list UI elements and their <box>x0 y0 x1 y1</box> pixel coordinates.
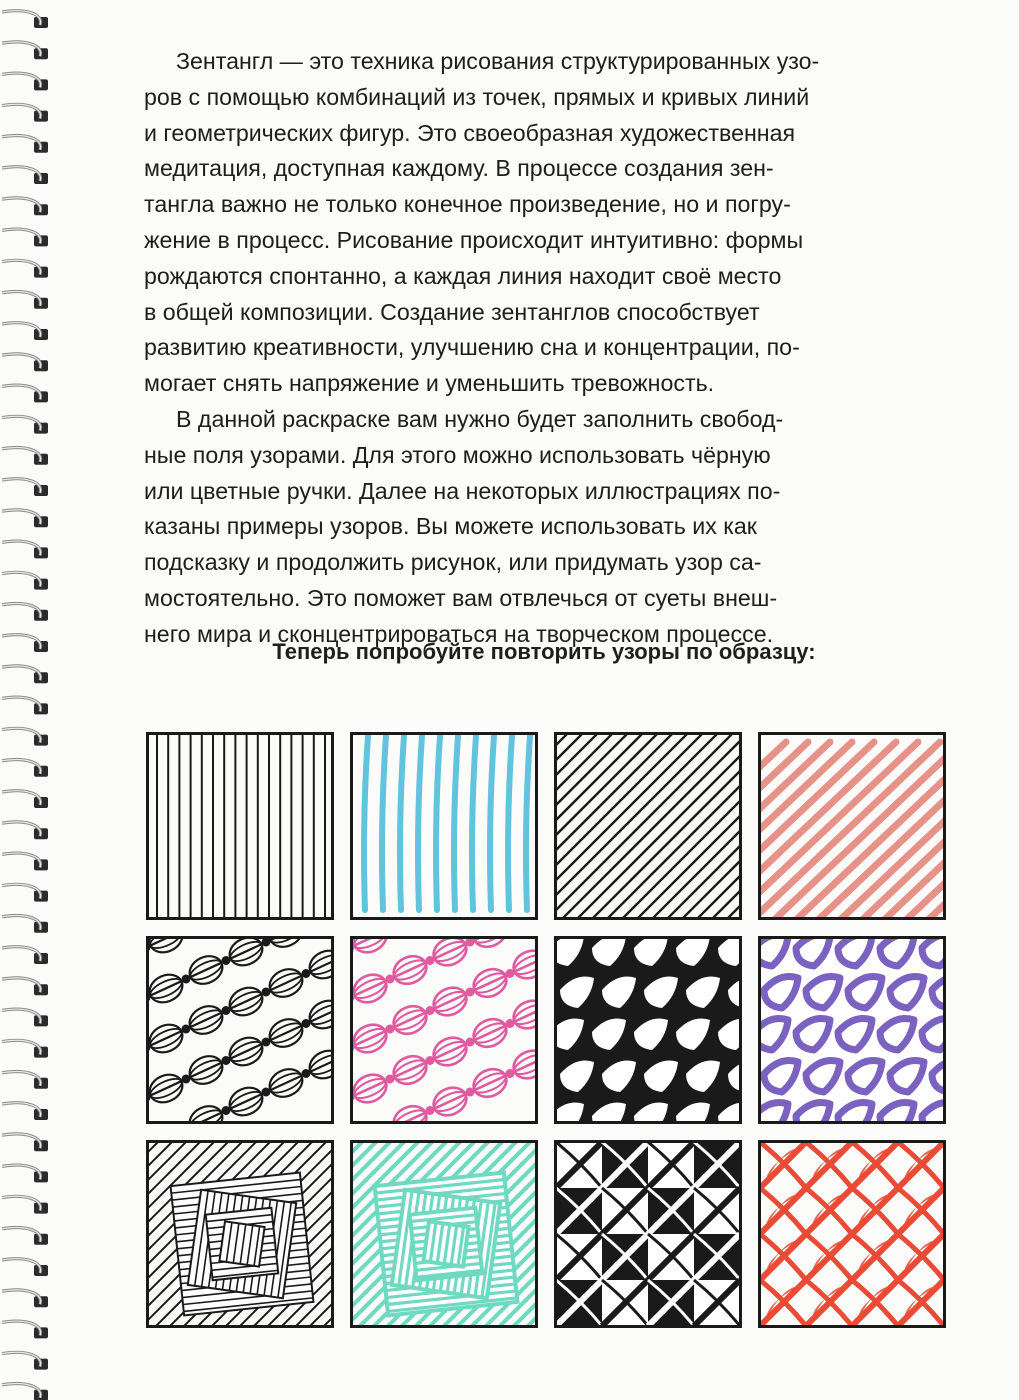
pattern-tile-spiral-square-mint <box>350 1140 538 1328</box>
pattern-tile-petal-grid-sample <box>554 1140 742 1328</box>
spiral-binding <box>0 0 60 1400</box>
text-line: жение в процесс. Рисование происходит интуитивно: формы <box>144 226 804 253</box>
text-line: ров с помощью комбинаций из точек, прямых и кривых линий <box>144 83 810 110</box>
exercise-heading: Теперь попробуйте повторить узоры по образцу: <box>272 639 816 664</box>
text-line: развитию креативности, улучшению сна и концентрации, по- <box>144 334 800 361</box>
text-line: ные поля узорами. Для этого можно использовать чёрную <box>144 441 771 468</box>
text-line: подсказку и продолжить рисунок, или придумать узор са- <box>144 549 762 576</box>
pattern-tile-diagonal-lines-coral <box>758 732 946 920</box>
text-line: или цветные ручки. Далее на некоторых иллюстрациях по- <box>144 477 781 504</box>
pattern-grid <box>144 730 944 1330</box>
text-line: Зентангл — это техника рисования структурированных узо- <box>176 48 820 74</box>
intro-paragraph-1 <box>144 44 944 402</box>
text-line: мостоятельно. Это поможет вам отвлечься от суеты внеш- <box>144 584 778 611</box>
text-line: в общей композиции. Создание зентанглов способствует <box>144 298 760 325</box>
intro-paragraph-2 <box>144 402 944 653</box>
pattern-tile-petal-grid-red <box>758 1140 946 1328</box>
text-line: и геометрических фигур. Это своеобразная художественная <box>144 119 796 146</box>
text-line: В данной раскраске вам нужно будет заполнить свобод- <box>176 405 784 432</box>
text-line: тангла важно не только конечное произведение, но и погру- <box>144 191 791 218</box>
text-line: казаны примеры узоров. Вы можете использовать их как <box>144 513 757 540</box>
pattern-tile-diagonal-lines-sample <box>554 732 742 920</box>
pattern-tile-beaded-leaves-sample <box>146 936 334 1124</box>
text-line: медитация, доступная каждому. В процессе создания зен- <box>144 155 774 182</box>
pattern-tile-vertical-lines-sample <box>146 732 334 920</box>
pattern-tile-vertical-lines-teal <box>350 732 538 920</box>
intro-text <box>144 44 944 653</box>
pattern-tile-curved-cells-sample <box>554 936 742 1124</box>
pattern-tile-beaded-leaves-pink <box>350 936 538 1124</box>
pattern-tile-curved-cells-purple <box>758 936 946 1124</box>
pattern-tile-spiral-square-sample <box>146 1140 334 1328</box>
text-line: рождаются спонтанно, а каждая линия находит своё место <box>144 262 782 289</box>
text-line: него мира и сконцентрироваться на творческом процессе. <box>144 620 774 647</box>
text-line: могает снять напряжение и уменьшить тревожность. <box>144 370 715 397</box>
